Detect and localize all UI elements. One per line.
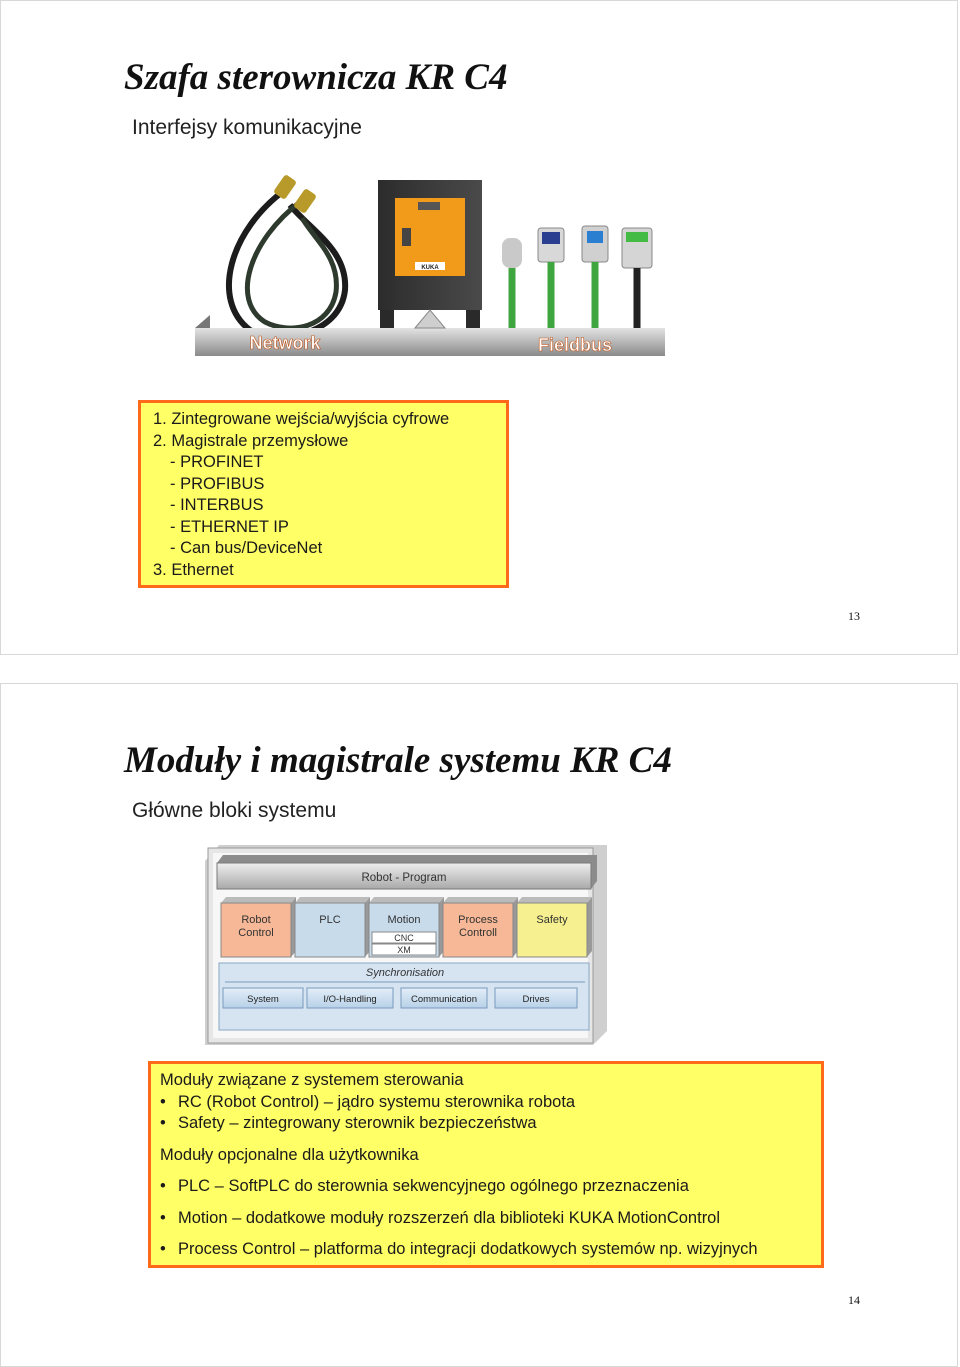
bullet-rc: • RC (Robot Control) – jądro systemu sterownika robota xyxy=(160,1092,821,1114)
slide-14-subtitle: Główne bloki systemu xyxy=(132,799,337,822)
interfaces-line-3: - PROFINET xyxy=(170,453,264,471)
slide-13 xyxy=(0,0,960,655)
module-block xyxy=(517,897,592,957)
slide-14 xyxy=(0,683,960,1367)
interfaces-line-5: - INTERBUS xyxy=(170,496,264,514)
module-label: Motion xyxy=(387,914,421,926)
slide-13-subtitle: Interfejsy komunikacyjne xyxy=(132,116,362,139)
motion-sub-label: XM xyxy=(397,945,411,955)
page-number: 14 xyxy=(848,1293,860,1307)
module-label: Control xyxy=(238,927,274,939)
module-blocks xyxy=(221,897,592,957)
kuka-cabinet-image xyxy=(378,180,482,332)
interfaces-line-2: 2. Magistrale przemysłowe xyxy=(153,431,349,450)
module-label: Controll xyxy=(459,927,497,939)
network-cable-image xyxy=(229,174,345,337)
bullet-safety: • Safety – zintegrowany sterownik bezpieczeństwa xyxy=(160,1113,821,1135)
slide-13-title: Szafa sterownicza KR C4 xyxy=(124,57,508,98)
bus-item-label: I/O-Handling xyxy=(323,994,377,1005)
bus-item-label: Drives xyxy=(522,994,550,1005)
module-block xyxy=(369,897,444,957)
module-block xyxy=(221,897,296,957)
fieldbus-label: Fieldbus xyxy=(537,335,613,355)
fieldbus-connectors-image xyxy=(502,226,652,340)
system-blocks-diagram xyxy=(205,845,607,1045)
bullet-process-control: • Process Control – platforma do integracji dodatkowych systemów np. wizyjnych xyxy=(160,1239,821,1261)
module-label: Process xyxy=(458,914,498,926)
page-number: 13 xyxy=(848,609,860,623)
modules-heading-optional: Moduły opcjonalne dla użytkownika xyxy=(160,1145,419,1164)
cabinet-brand-label: KUKA xyxy=(421,265,439,271)
interfaces-line-8: 3. Ethernet xyxy=(153,560,234,579)
module-block xyxy=(443,897,518,957)
module-label: Safety xyxy=(536,914,568,926)
modules-heading-system: Moduły związane z systemem sterowania xyxy=(160,1071,464,1089)
network-fieldbus-illustration xyxy=(190,170,670,365)
robot-program-block xyxy=(217,855,597,889)
modules-box xyxy=(148,1061,824,1268)
module-block xyxy=(295,897,370,957)
interfaces-line-7: - Can bus/DeviceNet xyxy=(170,539,323,557)
motion-sub-label: CNC xyxy=(394,933,414,943)
bus-item-label: Communication xyxy=(411,994,477,1005)
interfaces-box xyxy=(138,400,509,588)
synchronisation-label: Synchronisation xyxy=(365,967,445,979)
interfaces-line-4: - PROFIBUS xyxy=(170,474,265,493)
module-label: Robot xyxy=(241,914,271,926)
slide-14-title: Moduły i magistrale systemu KR C4 xyxy=(124,740,672,781)
interfaces-line-1: 1. Zintegrowane wejścia/wyjścia cyfrowe xyxy=(153,410,450,428)
bus-item-label: System xyxy=(247,994,279,1005)
network-label: Network xyxy=(249,333,321,353)
bullet-motion: • Motion – dodatkowe moduły rozszerzeń dla biblioteki KUKA MotionControl xyxy=(160,1208,821,1230)
robot-program-label: Robot - Program xyxy=(361,872,447,884)
bullet-plc: • PLC – SoftPLC do sterownia sekwencyjnego ogólnego przeznaczenia xyxy=(160,1176,821,1198)
module-label: PLC xyxy=(319,914,341,926)
interfaces-line-6: - ETHERNET IP xyxy=(170,517,289,536)
